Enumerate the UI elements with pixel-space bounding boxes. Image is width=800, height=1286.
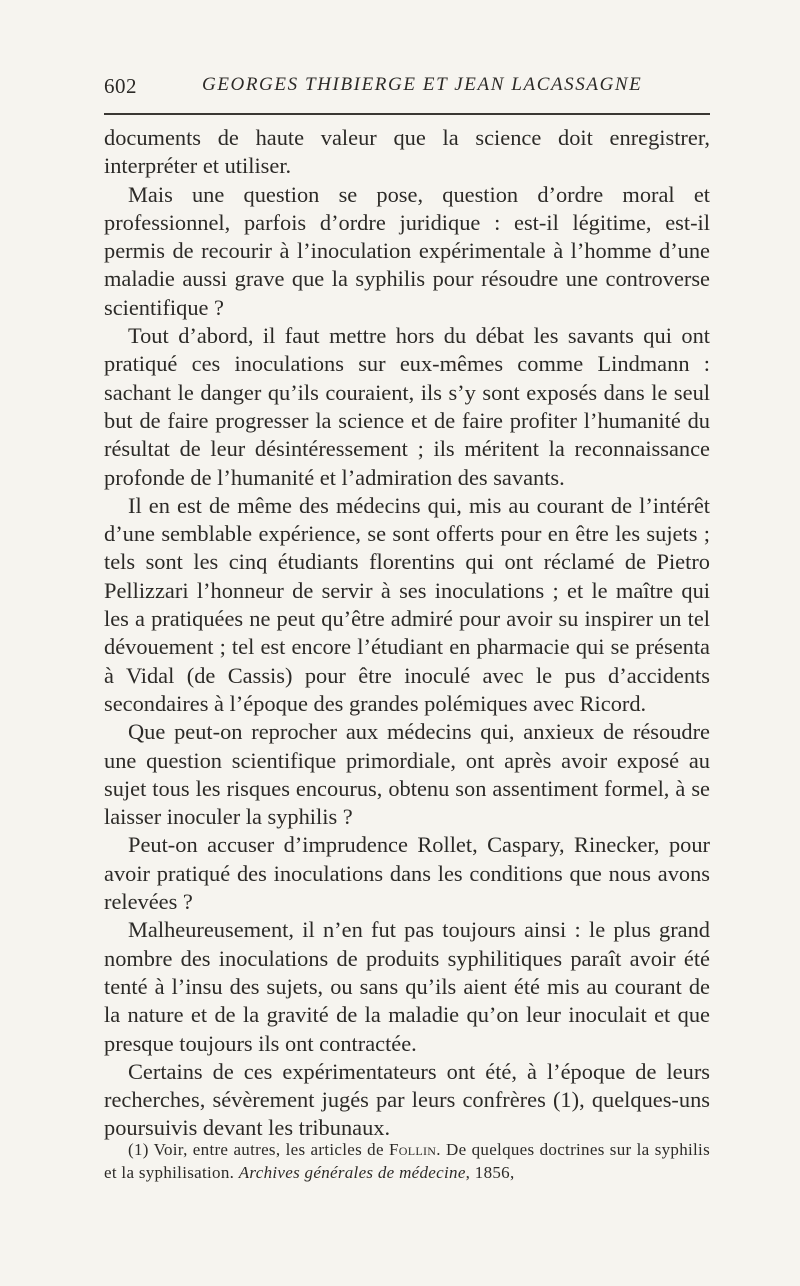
paragraph: Certains de ces expérimentateurs ont été, à l’époque de leurs recherches, sévèrement jugés par leurs confrères (1), quelques-uns poursuivis devant les tribunaux. bbox=[104, 1058, 710, 1141]
paragraph: Malheureusement, il n’en fut pas toujours ainsi : le plus grand nombre des inoculations de produits syphilitiques paraît avoir été tenté à l’insu des sujets, ou sans qu’ils aient été mis au courant de la nature et de la gravité de la maladie qu’on leur inoculait et que presque toujours ils ont contractée. bbox=[104, 917, 710, 1056]
paragraph-continuation: documents de haute valeur que la science doit enregistrer, interpréter et utiliser. bbox=[104, 125, 710, 179]
header-rule bbox=[104, 113, 710, 115]
running-title: GEORGES THIBIERGE ET JEAN LACASSAGNE bbox=[202, 74, 643, 95]
footnote bbox=[104, 1138, 710, 1184]
paragraph: Il en est de même des médecins qui, mis au courant de l’intérêt d’une semblable expérience, se sont offerts pour en être les sujets ; tels sont les cinq étudiants florentins qui ont réclamé de Pietro Pellizzari l’honneur de servir à ses inoculations ; et le maître qui les a pratiquées ne peut qu’être admiré pour avoir su inspirer un tel dévouement ; tel est encore l’étudiant en pharmacie qui se présenta à Vidal (de Cassis) pour être inoculé avec le pus d’accidents secondaires à l’époque des grandes polémiques avec Ricord. bbox=[104, 492, 710, 716]
footnote-title: . De quelques doctrines sur la syphilis et la syphilisation. bbox=[104, 1140, 710, 1182]
running-head bbox=[104, 74, 710, 104]
paragraph: Que peut-on reprocher aux médecins qui, anxieux de résoudre une question scientifique primordiale, ont après avoir exposé au sujet tous les risques encourus, obtenu son assentiment formel, à se laisser inoculer la syphilis ? bbox=[104, 719, 710, 830]
paragraph: Peut-on accuser d’imprudence Rollet, Caspary, Rinecker, pour avoir pratiqué des inoculations dans les conditions que nous avons relevées ? bbox=[104, 832, 710, 915]
footnote-end: , 1856, bbox=[465, 1163, 515, 1182]
paragraph: Tout d’abord, il faut mettre hors du débat les savants qui ont pratiqué ces inoculations sur eux-mêmes comme Lindmann : sachant le danger qu’ils couraient, ils s’y sont exposés dans le seul but de faire progresser la science et de faire profiter l’humanité du résultat de leur désintéressement ; ils méritent la reconnaissance profonde de l’humanité et l’admiration des savants. bbox=[104, 323, 710, 490]
body-text bbox=[104, 124, 710, 1143]
paragraph: Mais une question se pose, question d’ordre moral et professionnel, parfois d’ordre juridique : est-il légitime, est-il permis de recourir à l’inoculation expérimentale à l’homme d’une maladie aussi grave que la syphilis pour résoudre une controverse scientifique ? bbox=[104, 181, 710, 320]
page-number: 602 bbox=[104, 74, 137, 98]
footnote-marker: (1) Voir, entre autres, les articles de bbox=[128, 1140, 384, 1159]
footnote-author: Follin bbox=[389, 1140, 437, 1159]
footnote-journal: Archives générales de médecine bbox=[238, 1163, 466, 1182]
